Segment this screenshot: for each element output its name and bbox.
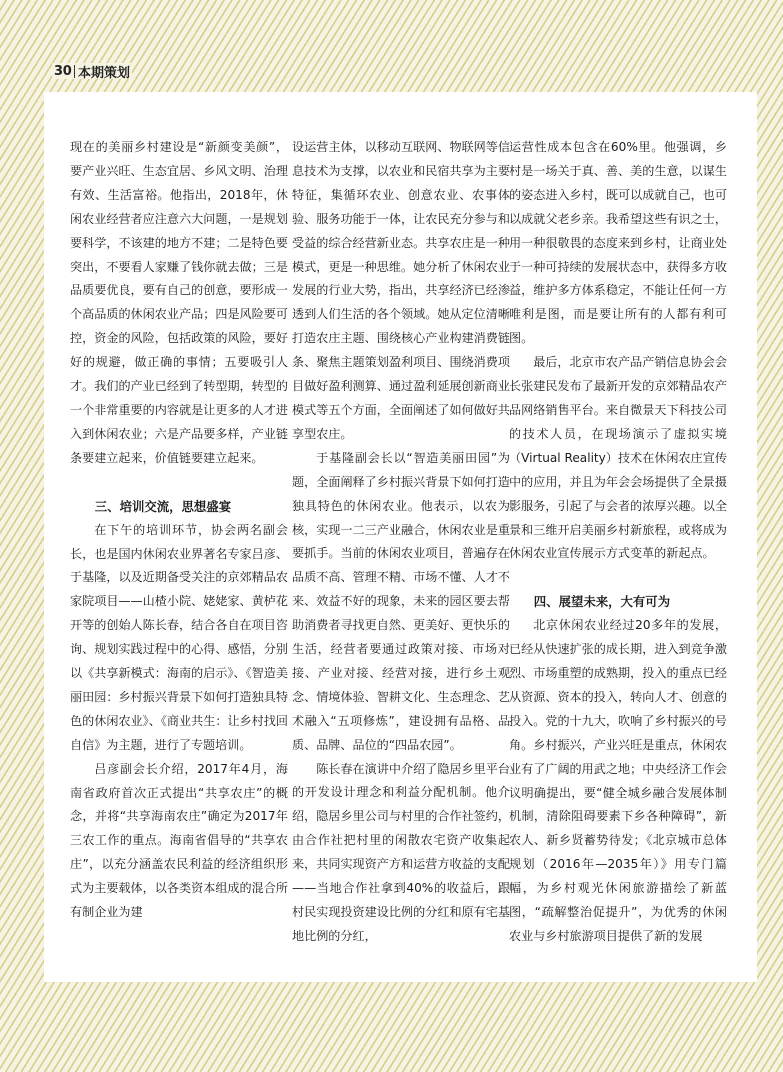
paragraph: 吕彦副会长介绍，2017年4月，海南省政府首次正式提出“共享农庄”的概念，并将“共享海南农庄”确定为2017年三农工作的重点。海南省倡导的“共享农庄”，以充分涵盖农民利益的经济组织形式为主要载体，以各类资本组成的混合所有制企业为建	[70, 761, 288, 920]
paragraph: 运营性成本包含在60%里。他强调，乡村是一场关于真、善、美的生意，以谋生的姿态进入乡村，既可以成就自己，也可以成就父老乡亲。我希望这些有识之士，用一种很敬畏的态度来到乡村，让商业处于一种可持续的发展状态中，获得多方收益，维护多方体系稳定，不能让任何一方唯利是图，而是要让所有的人都有利可图。	[509, 140, 727, 346]
paragraph: 设运营主体，以移动互联网、物联网等信息技术为支撑，以农业和民宿共享为主要特征，集循环农业、创意农业、农事体验、服务功能于一体，让农民充分参与和受益的综合经营新业态。共享农庄是一种模式，更是一种思维。她分析了休闲农业发展的行业大势，指出，共享经济已经渗透到人们生活的各个领域。她从定位清晰打造农庄主题、围绕核心产业构建消费链条、聚焦主题策划盈利项目、围绕消费项目做好盈利测算、通过盈利延展创新商业模式等五个方面，全面阐述了如何做好共享型农庄。	[292, 140, 510, 441]
section-heading: 四、展望未来，大有可为	[533, 594, 671, 610]
paragraph: 现在的美丽乡村建设是“新颜变美颜”，要产业兴旺、生态宜居、乡风文明、治理有效、生活富裕。他指出，2018年，休闲农业经营者应注意六大问题，一是规划要科学，不该建的地方不建；二是特色要突出，不要看人家赚了钱你就去做；三是品质要优良，要有自己的创意，要形成一个高品质的休闲农业产品；四是风险要可控，资金的风险，包括政策的风险，要好好的规避，做正确的事情；五要吸引人才。我们的产业已经到了转型期，转型的一个非常重要的内容就是让更多的人才进入到休闲农业；六是产品要多样，产业链条要建立起来，价值链要建立起来。	[70, 140, 288, 465]
paragraph: 于基隆副会长以“智造美丽田园”为题，全面阐释了乡村振兴背景下如何打造独具特色的休闲农业。他表示，以农为核，实现一二三产业融合，休闲农业是重要抓手。当前的休闲农业项目，普遍存在品质不高、管理不精、市场不懂、人才不来、效益不好的现象，未来的园区要去帮助消费者寻找更自然、更美好、更快乐的生活，经营者要通过政策对接、市场对接、产业对接、经营对接，进行乡土观念、情境体验、智耕文化、生态理念、艺术融入“五项修炼”，建设拥有品格、品质、品牌、品位的“四品农园”。	[292, 450, 510, 752]
text-column-1	[70, 136, 288, 925]
paragraph: 北京休闲农业经过20多年的发展，已经从快速扩张的成长期，进入到竞争激烈、市场重塑的成熟期，投入的重点已经从资源、资本的投入，转向人才、创意的投入。党的十九大，吹响了乡村振兴的号角。乡村振兴，产业兴旺是重点，休闲农业有了广阔的用武之地；中央经济工作会议明确提出，要“健全城乡融合发展体制机制，清除阻碍要素下乡各种障碍”，新农人、新乡贤蓄势待发；《北京城市总体规划（2016年—2035年）》用专门篇幅，为乡村观光休闲旅游描绘了新蓝图，“疏解整治促提升”，为优秀的休闲农业与乡村旅游项目提供了新的发展	[509, 618, 727, 943]
text-column-3	[509, 136, 727, 949]
page-number: 30	[54, 63, 72, 79]
paragraph: 在下午的培训环节，协会两名副会长，也是国内休闲农业界著名专家吕彦、于基隆，以及近期备受关注的京郊精品农家院项目——山楂小院、姥姥家、黄栌花开等的创始人陈长春，结合各自在项目咨询、规划实践过程中的心得、感悟，分别以《共享新模式：海南的启示》、《智造美丽田园：乡村振兴背景下如何打造独具特色的休闲农业》、《商业共生：让乡村找回自信》为主题，进行了专题培训。	[70, 522, 288, 752]
section-heading: 三、培训交流，思想盛宴	[94, 498, 232, 514]
running-header	[52, 63, 132, 79]
text-column-2	[292, 136, 510, 949]
section-title: 本期策划	[78, 65, 131, 81]
paragraph: 陈长春在演讲中介绍了隐居乡里平台的开发设计理念和利益分配机制。他介绍，隐居乡里公司与村里的合作社签约，由合作社把村里的闲散农宅资产收集起来，共同实现资产方和运营方收益的支配——当地合作社拿到40%的收益后，跟村民实现投资建设比例的分红和原有宅基地比例的分红，	[292, 761, 510, 943]
header-divider	[74, 65, 76, 78]
paragraph: 最后，北京市农产品产销信息协会会长张建民发布了最新开发的京郊精品农产品网络销售平台。来自微景天下科技公司的技术人员，在现场演示了虚拟实境（Virtual Reality）技术在休闲农庄宣传中的应用，并且为年会会场提供了全景摄影服务，引起了与会者的浓厚兴趣。以全景和三维开启美丽乡村新旅程，或将成为休闲农业宣传展示方式变革的新起点。	[509, 355, 727, 561]
